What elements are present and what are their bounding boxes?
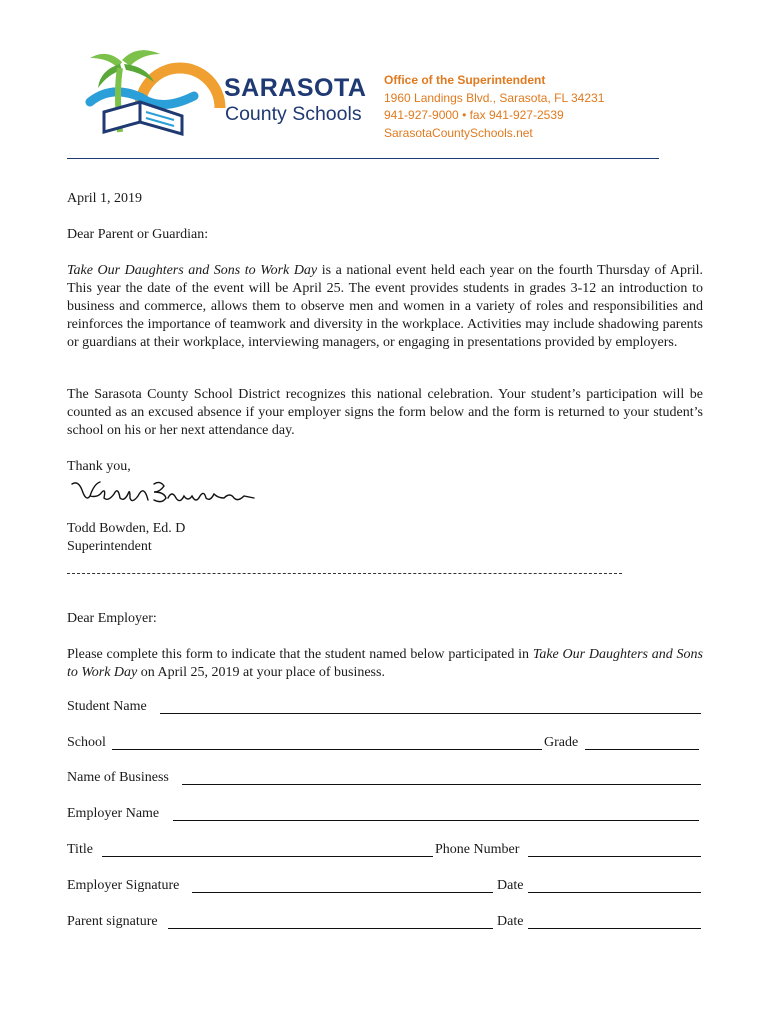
school-label: School	[67, 735, 106, 750]
title-field[interactable]	[102, 856, 433, 857]
cut-line	[67, 573, 622, 582]
office-address: 1960 Landings Blvd., Sarasota, FL 34231	[384, 90, 605, 105]
logo-wordmark-line1: SARASOTA	[224, 74, 367, 102]
title-label: Title	[67, 842, 93, 857]
palm-frond-icon	[122, 50, 160, 66]
letter-paragraph-2: The Sarasota County School District recognizes this national celebration. Your student’s participation will be counted as an excused absence if your employer signs the form below and the form is returned to your student’s school on his or her next attendance day.	[67, 387, 703, 438]
grade-label: Grade	[544, 735, 579, 750]
letter-salutation: Dear Parent or Guardian:	[67, 227, 209, 242]
parent-signature-label: Parent signature	[67, 914, 158, 929]
event-name: Take Our Daughters and Sons to Work Day	[67, 263, 318, 278]
business-field[interactable]	[182, 784, 701, 785]
event-name-2: Take Our Daughters and Sons to Work Day	[67, 647, 703, 680]
phone-label: Phone Number	[435, 842, 520, 857]
phone-field[interactable]	[528, 856, 701, 857]
date1-field[interactable]	[528, 892, 701, 893]
letter-paragraph-1: Take Our Daughters and Sons to Work Day is a national event held each year on the fourth Thursday of April. This year the date of the event will be April 25. The event provides students in grades 3-12 an introduction to business and commerce, allows them to observe men and women in a variety of roles and responsibilities and reinforces the importance of teamwork and diversity in the workplace. Activities may include shadowing parents or guardians at their workplace, interviewing managers, or engaging in presentations provided by employers.	[67, 263, 703, 350]
signer-title: Superintendent	[67, 539, 152, 554]
date2-field[interactable]	[528, 928, 701, 929]
employer-signature-field[interactable]	[192, 892, 493, 893]
employer-signature-label: Employer Signature	[67, 878, 180, 893]
logo-wordmark-line2: County Schools	[225, 103, 362, 125]
employer-paragraph: Please complete this form to indicate that the student named below participated in Take Our Daughters and Sons to Work Day on April 25, 2019 at your place of business.	[67, 647, 703, 680]
signer-name: Todd Bowden, Ed. D	[67, 521, 186, 536]
parent-signature-field[interactable]	[168, 928, 493, 929]
business-label: Name of Business	[67, 770, 169, 785]
student-name-label: Student Name	[67, 699, 147, 714]
employer-name-field[interactable]	[173, 820, 699, 821]
employer-name-label: Employer Name	[67, 806, 160, 821]
grade-field[interactable]	[585, 749, 699, 750]
office-website[interactable]: SarasotaCountySchools.net	[384, 125, 533, 140]
letter-closing: Thank you,	[67, 459, 131, 474]
date1-label: Date	[497, 878, 524, 893]
office-phone: 941-927-9000 • fax 941-927-2539	[384, 108, 564, 122]
employer-salutation: Dear Employer:	[67, 611, 157, 626]
letter-date: April 1, 2019	[67, 191, 143, 206]
office-title: Office of the Superintendent	[384, 73, 546, 87]
school-field[interactable]	[112, 749, 542, 750]
handwritten-signature	[68, 476, 258, 512]
date2-label: Date	[497, 914, 524, 929]
header-rule	[67, 158, 659, 159]
student-name-field[interactable]	[160, 713, 701, 714]
office-contact-block	[384, 72, 604, 142]
